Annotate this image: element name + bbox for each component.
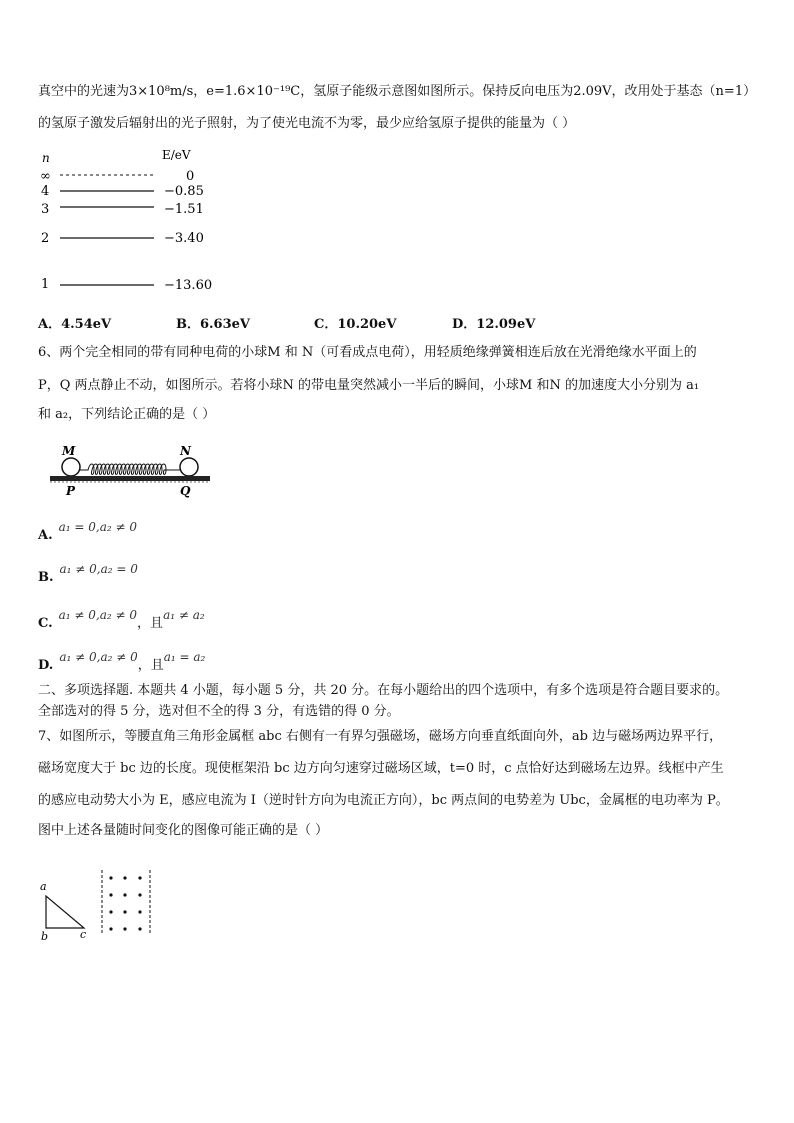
level-n-3: 3 xyxy=(41,202,50,217)
q5-option-c[interactable]: C．10.20eV xyxy=(314,317,397,332)
q7-text-line-2: 磁场宽度大于 bc 边的长度。现使框架沿 bc 边方向匀速穿过磁场区域，t=0 时，c 点恰好达到磁场左边界。线框中产生 xyxy=(38,761,724,776)
section2-line-2: 全部选对的得 5 分，选对但不全的得 3 分，有选错的得 0 分。 xyxy=(38,704,400,719)
choice-expression-2: a₁ ≠ a₂ xyxy=(163,608,205,622)
choice-expression: a₁ ≠ 0,a₂ ≠ 0 xyxy=(58,608,138,622)
metal-triangle-frame xyxy=(46,896,84,928)
q7-text-line-3: 的感应电动势大小为 E，感应电流为 I（逆时针方向为电流正方向），bc 两点间的电势差为 Ubc，金属框的电功率为 P。 xyxy=(38,793,729,808)
spring xyxy=(80,464,180,475)
field-dots xyxy=(109,876,141,930)
label-n: N xyxy=(180,444,191,458)
q6-choice-c[interactable] xyxy=(38,608,205,631)
level-n-2: 2 xyxy=(41,231,50,246)
choice-expression-2: a₁ = a₂ xyxy=(163,650,206,664)
choice-suffix: ，且 xyxy=(137,616,164,631)
ball-n xyxy=(180,458,198,476)
label-p: P xyxy=(66,484,76,498)
q6-text-line-1: 6、两个完全相同的带有同种电荷的小球M 和 N（可看成点电荷），用轻质绝缘弹簧相连后放在光滑绝缘水平面上的 xyxy=(38,345,697,360)
q6-choice-a[interactable] xyxy=(38,520,138,543)
section2-line-1: 二、多项选择题. 本题共 4 小题，每小题 5 分，共 20 分。在每小题给出的四个选项中，有多个选项是符合题目要求的。 xyxy=(38,683,729,698)
label-m: M xyxy=(62,444,76,458)
level-e-1: −13.60 xyxy=(164,278,213,293)
level-e-2: −3.40 xyxy=(164,231,204,246)
level-e-3: −1.51 xyxy=(164,202,204,217)
choice-label: C. xyxy=(38,616,53,631)
vertex-a-label: a xyxy=(40,880,47,893)
choice-suffix: ，且 xyxy=(137,658,164,673)
q5-option-a[interactable]: A．4.54eV xyxy=(38,317,112,332)
q5-option-d[interactable]: D．12.09eV xyxy=(452,317,536,332)
q6-choice-d[interactable] xyxy=(38,650,206,673)
q6-text-line-3: 和 a₂，下列结论正确的是（ ） xyxy=(38,407,216,422)
q7-text-line-1: 7、如图所示，等腰直角三角形金属框 abc 右侧有一有界匀强磁场，磁场方向垂直纸面向外，ab 边与磁场两边界平行， xyxy=(38,729,723,744)
q5-option-b[interactable]: B．6.63eV xyxy=(176,317,251,332)
vertex-b-label: b xyxy=(41,930,49,942)
level-e-4: −0.85 xyxy=(164,184,204,199)
q6-text-line-2: P，Q 两点静止不动，如图所示。若将小球N 的带电量突然减小一半后的瞬间，小球M 和N 的加速度大小分别为 a₁ xyxy=(38,378,700,393)
choice-expression: a₁ ≠ 0,a₂ = 0 xyxy=(59,562,138,576)
ball-m xyxy=(62,458,80,476)
choice-label: B. xyxy=(38,570,54,585)
energy-axis-label: E/eV xyxy=(162,148,191,162)
level-e-inf: 0 xyxy=(186,169,195,184)
choice-expression: a₁ = 0,a₂ ≠ 0 xyxy=(58,520,138,534)
triangle-field-figure xyxy=(36,866,166,942)
level-n-1: 1 xyxy=(41,277,50,292)
choice-label: A. xyxy=(38,528,53,543)
q7-text-line-4: 图中上述各量随时间变化的图像可能正确的是（ ） xyxy=(38,823,329,838)
q6-choice-b[interactable] xyxy=(38,562,138,585)
n-axis-label: n xyxy=(42,151,50,165)
choice-expression: a₁ ≠ 0,a₂ ≠ 0 xyxy=(59,650,138,664)
vertex-c-label: c xyxy=(80,928,87,941)
level-n-inf: ∞ xyxy=(40,169,51,184)
ground-surface xyxy=(50,476,210,481)
level-n-4: 4 xyxy=(41,184,50,199)
choice-label: D. xyxy=(38,658,54,673)
q5-text-line-1: 真空中的光速为3×10⁸m/s，e=1.6×10⁻¹⁹C，氢原子能级示意图如图所示。保持反向电压为2.09V，改用处于基态（n=1） xyxy=(38,84,757,99)
spring-figure xyxy=(44,440,214,500)
label-q: Q xyxy=(180,484,191,498)
energy-level-diagram xyxy=(36,145,236,295)
q5-text-line-2: 的氢原子激发后辐射出的光子照射，为了使光电流不为零，最少应给氢原子提供的能量为（ ） xyxy=(38,116,576,131)
